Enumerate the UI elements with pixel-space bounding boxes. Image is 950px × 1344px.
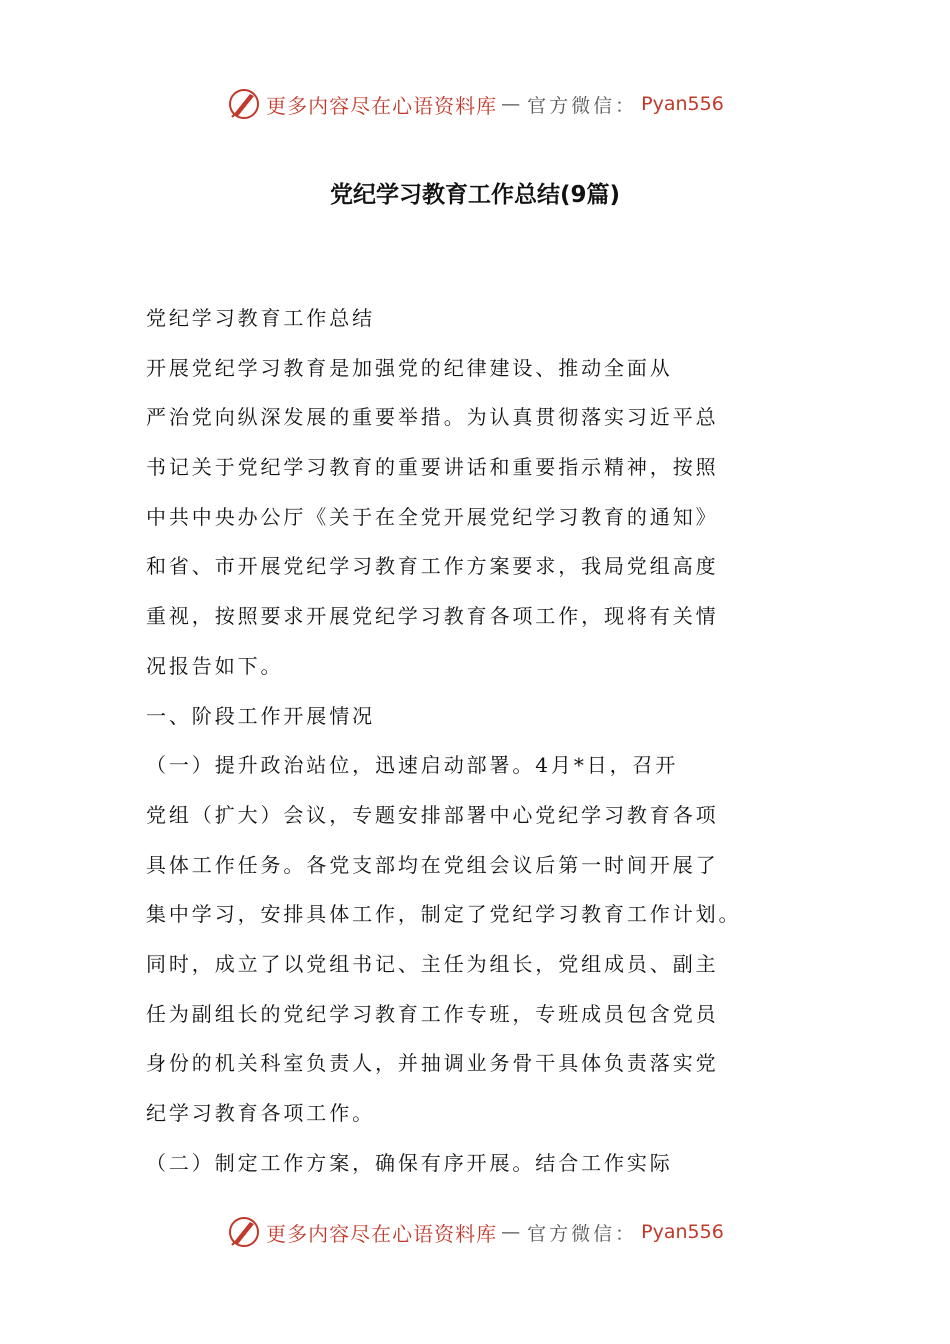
body-line: 身份的机关科室负责人，并抽调业务骨干具体负责落实党	[146, 1051, 719, 1076]
body-line: 开展党纪学习教育是加强党的纪律建设、推动全面从	[146, 355, 673, 380]
watermark-site-text: 更多内容尽在心语资料库	[266, 1221, 498, 1246]
body-line: 党组（扩大）会议，专题安排部署中心党纪学习教育各项	[146, 802, 719, 827]
watermark-dash: —	[501, 93, 524, 115]
header-watermark	[0, 84, 950, 124]
body-line: 中共中央办公厅《关于在全党开展党纪学习教育的通知》	[146, 504, 719, 529]
body-line: 况报告如下。	[146, 653, 284, 678]
watermark-handle: Pyan556	[641, 1221, 724, 1243]
footer-watermark	[0, 1212, 950, 1252]
watermark-dash: —	[501, 1221, 524, 1243]
pen-feather-circle-icon	[226, 86, 262, 122]
body-line: （二）制定工作方案，确保有序开展。结合工作实际	[146, 1150, 673, 1175]
body-line: 同时，成立了以党组书记、主任为组长，党组成员、副主	[146, 951, 719, 976]
pen-feather-circle-icon	[226, 1214, 262, 1250]
body-line: 和省、市开展党纪学习教育工作方案要求，我局党组高度	[146, 554, 719, 579]
watermark-label: 官方微信：	[527, 1222, 638, 1245]
body-line: 书记关于党纪学习教育的重要讲话和重要指示精神，按照	[146, 455, 719, 480]
document-body	[146, 294, 786, 1188]
watermark-content	[226, 1214, 724, 1250]
watermark-handle: Pyan556	[641, 93, 724, 115]
watermark-label: 官方微信：	[527, 94, 638, 117]
body-line: 党纪学习教育工作总结	[146, 306, 375, 330]
body-line: 严治党向纵深发展的重要举措。为认真贯彻落实习近平总	[146, 405, 719, 430]
body-line: 任为副组长的党纪学习教育工作专班，专班成员包含党员	[146, 1001, 719, 1026]
body-line: 重视，按照要求开展党纪学习教育各项工作，现将有关情	[146, 604, 719, 629]
body-line: 具体工作任务。各党支部均在党组会议后第一时间开展了	[146, 852, 719, 877]
body-line: 集中学习，安排具体工作，制定了党纪学习教育工作计划。	[146, 902, 742, 927]
watermark-site-text: 更多内容尽在心语资料库	[266, 93, 498, 118]
section-heading: 一、阶段工作开展情况	[146, 703, 375, 728]
watermark-content	[226, 86, 724, 122]
body-line: 纪学习教育各项工作。	[146, 1101, 375, 1125]
body-line: （一）提升政治站位，迅速启动部署。4月*日，召开	[146, 753, 679, 778]
document-title: 党纪学习教育工作总结(9篇)	[329, 182, 621, 208]
